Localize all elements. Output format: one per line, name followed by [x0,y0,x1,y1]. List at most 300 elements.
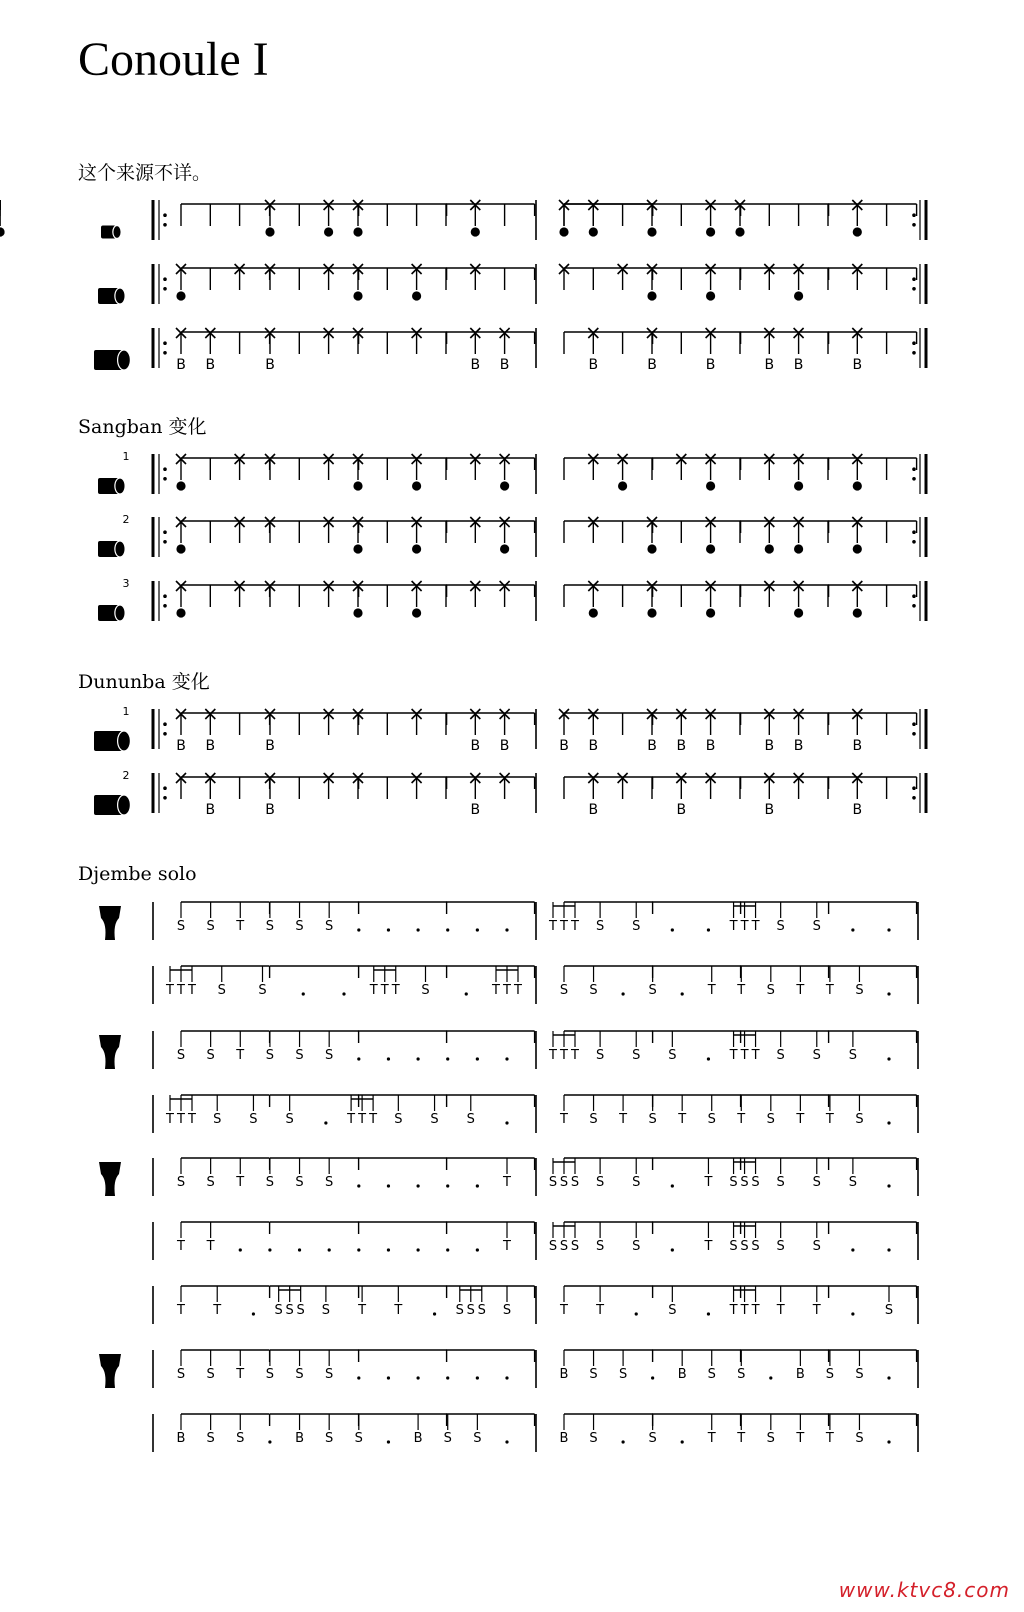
djembe-stroke-label: S [206,919,215,934]
section-label-sangban: Sangban 变化 [78,416,207,438]
djembe-stroke-label: S [632,1175,641,1190]
rest-dot [446,1057,449,1060]
rest-dot [342,992,345,995]
open-drum-note [471,227,480,236]
bass-note-label: B [470,357,481,373]
repeat-dot [912,540,916,544]
djembe-stroke-label: T [737,983,746,998]
repeat-dot [912,594,916,598]
rest-dot [387,1440,390,1443]
rest-dot [387,1376,390,1379]
repeat-dot [163,786,167,790]
djembe-stroke-label: T [369,1112,378,1127]
dununba-icon-head [118,731,131,751]
djembe-stroke-label: T [514,983,522,998]
kenkeni-icon-head [113,226,121,239]
djembe-stroke-label: S [354,1431,363,1446]
rest-dot [252,1312,255,1315]
djembe-stroke-label: S [729,1239,738,1254]
repeat-dot [163,540,167,544]
bass-note-label: B [764,357,775,373]
djembe-stroke-label: T [678,1112,687,1127]
djembe-stroke-label: S [884,1303,894,1318]
djembe-stroke-label: S [258,983,267,998]
djembe-stroke-label: S [740,1175,749,1190]
djembe-stroke-label: S [217,983,226,998]
variation-number: 1 [122,450,130,463]
rest-dot [887,1248,890,1251]
djembe-stroke-label: T [347,1112,356,1127]
open-drum-note [706,608,715,617]
djembe-stroke-label: S [855,1431,864,1446]
bass-note-label: B [559,738,569,754]
bass-note-label: B [647,357,657,373]
drum-row [94,328,926,373]
section-label-source: 这个来源不详。 [78,162,212,184]
djembe-stroke-label: T [549,1048,557,1063]
djembe-stroke-label: T [213,1303,222,1318]
rest-dot [887,928,890,931]
djembe-stroke-label: S [265,1048,275,1063]
djembe-row [99,902,918,940]
open-drum-note [647,544,656,553]
repeat-dot [912,530,916,534]
variation-number: 1 [122,705,130,718]
open-drum-note [412,544,421,553]
rest-dot [387,928,390,931]
djembe-stroke-label: S [265,919,275,934]
djembe-stroke-label: S [430,1112,439,1127]
open-drum-note [706,544,715,553]
djembe-stroke-label: S [776,1239,785,1254]
open-drum-note [794,481,803,490]
djembe-row [153,1414,918,1452]
djembe-stroke-label: S [274,1303,283,1318]
djembe-stroke-label: T [751,919,760,934]
djembe-stroke-label: T [796,983,805,998]
rest-dot [302,992,305,995]
djembe-stroke-label: T [619,1112,628,1127]
djembe-stroke-label: S [249,1112,258,1127]
rest-dot [268,1440,271,1443]
bass-note-label: B [793,357,804,373]
djembe-stroke-label: T [704,1175,713,1190]
bass-note-label: B [499,357,510,373]
bass-note-label: B [676,802,687,818]
open-drum-note [647,291,656,300]
bass-note-label: B [852,357,863,373]
rest-dot [707,1312,710,1315]
drum-row [98,577,926,621]
open-drum-note [589,227,598,236]
repeat-dot [163,722,167,726]
repeat-dot [163,351,167,355]
repeat-dot [912,786,916,790]
djembe-stroke-label: S [812,1048,821,1063]
page-title: Conoule I [78,33,269,86]
rest-dot [887,992,890,995]
djembe-stroke-label: S [751,1175,760,1190]
djembe-stroke-label: S [618,1367,628,1382]
repeat-dot [912,467,916,471]
rest-dot [851,928,854,931]
open-drum-note [176,481,185,490]
open-drum-note [706,291,715,300]
repeat-dot [163,223,167,227]
djembe-stroke-label: S [325,1367,334,1382]
djembe-stroke-label: S [325,1048,334,1063]
djembe-row [99,1031,918,1069]
djembe-stroke-label: S [295,919,304,934]
djembe-stroke-label: S [213,1112,222,1127]
djembe-stroke-label: S [825,1367,835,1382]
djembe-stroke-label: S [812,1239,821,1254]
djembe-stroke-label: T [825,1112,834,1127]
djembe-stroke-label: T [560,1112,568,1127]
rest-dot [416,1376,419,1379]
djembe-stroke-label: T [177,1112,185,1127]
djembe-stroke-label: S [477,1303,486,1318]
drum-row [98,264,926,304]
djembe-stroke-label: T [707,1431,716,1446]
djembe-stroke-label: B [559,1431,569,1446]
open-drum-note [794,608,803,617]
djembe-stroke-label: B [176,1431,186,1446]
drum-row [98,513,926,557]
djembe-stroke-label: T [796,1431,805,1446]
djembe-stroke-label: S [648,1112,657,1127]
djembe-stroke-label: S [206,1431,215,1446]
rest-dot [446,928,449,931]
sangban-icon-head [115,605,125,621]
rest-dot [505,1440,508,1443]
djembe-stroke-label: T [549,919,557,934]
rest-dot [681,992,684,995]
djembe-row [153,1222,918,1260]
djembe-stroke-label: T [740,919,749,934]
djembe-stroke-label: S [421,983,430,998]
open-drum-note [647,227,656,236]
djembe-stroke-label: S [648,1431,657,1446]
djembe-stroke-label: S [589,1367,598,1382]
djembe-stroke-label: S [766,983,775,998]
bass-note-label: B [852,802,863,818]
sangban-icon-head [115,478,125,494]
djembe-stroke-label: S [295,1175,304,1190]
open-drum-note [618,481,627,490]
djembe-stroke-label: S [466,1112,475,1127]
rest-dot [671,1184,674,1187]
repeat-dot [912,351,916,355]
djembe-stroke-label: S [848,1175,858,1190]
djembe-stroke-label: S [206,1175,215,1190]
bass-note-label: B [705,357,716,373]
repeat-dot [912,477,916,481]
djembe-stroke-label: S [296,1303,305,1318]
djembe-stroke-label: T [391,983,400,998]
djembe-stroke-label: S [589,1112,598,1127]
rest-dot [769,1376,772,1379]
djembe-stroke-label: S [295,1048,304,1063]
djembe-stroke-label: S [502,1303,512,1318]
djembe-stroke-label: S [570,1175,580,1190]
bass-note-label: B [588,357,599,373]
bass-note-label: B [676,738,687,754]
djembe-stroke-label: S [285,1112,294,1127]
djembe-stroke-label: T [740,1048,749,1063]
djembe-stroke-label: B [413,1431,423,1446]
djembe-stroke-label: S [855,983,864,998]
repeat-dot [163,477,167,481]
djembe-stroke-label: T [751,1048,760,1063]
djembe-stroke-label: T [737,1431,746,1446]
rest-dot [416,1184,419,1187]
djembe-stroke-label: S [776,1048,785,1063]
djembe-stroke-label: S [265,1367,275,1382]
djembe-stroke-label: S [776,919,785,934]
djembe-stroke-label: S [559,1175,569,1190]
open-drum-note [500,481,509,490]
djembe-stroke-label: S [236,1431,245,1446]
repeat-dot [912,796,916,800]
open-drum-note [176,608,185,617]
open-drum-note [559,227,568,236]
rest-dot [635,1312,638,1315]
bass-note-label: B [205,357,216,373]
djembe-stroke-label: S [285,1303,294,1318]
bass-note-label: B [265,802,275,818]
rest-dot [476,1376,479,1379]
djembe-stroke-label: T [560,919,568,934]
variation-number: 2 [122,769,130,782]
rest-dot [416,928,419,931]
djembe-row [153,1286,918,1324]
djembe-row [153,966,918,1004]
djembe-stroke-label: S [751,1239,760,1254]
rest-dot [505,1121,508,1124]
repeat-dot [912,341,916,345]
rest-dot [446,1184,449,1187]
djembe-stroke-label: S [559,983,569,998]
open-drum-note [265,227,274,236]
rest-dot [707,928,710,931]
djembe-stroke-label: T [236,919,245,934]
djembe-stroke-label: S [321,1303,331,1318]
djembe-stroke-label: S [206,1367,215,1382]
repeat-dot [912,722,916,726]
open-drum-note [353,544,362,553]
rest-dot [387,1248,390,1251]
open-drum-note [647,608,656,617]
djembe-stroke-label: T [166,1112,174,1127]
rest-dot [671,928,674,931]
djembe-stroke-label: S [595,1239,605,1254]
djembe-stroke-label: T [236,1175,245,1190]
djembe-icon [99,1354,121,1388]
djembe-stroke-label: S [776,1175,785,1190]
bass-note-label: B [265,738,275,754]
djembe-stroke-label: T [358,1303,367,1318]
djembe-stroke-label: T [236,1367,245,1382]
repeat-dot [163,594,167,598]
repeat-dot [163,796,167,800]
bass-note-label: B [588,802,599,818]
djembe-stroke-label: B [677,1367,687,1382]
bass-note-label: B [647,738,657,754]
djembe-stroke-label: S [394,1112,403,1127]
repeat-dot [912,604,916,608]
djembe-stroke-label: T [380,983,389,998]
rest-dot [328,1248,331,1251]
djembe-stroke-label: T [571,1048,579,1063]
bass-note-label: B [852,738,863,754]
bass-note-label: B [588,738,599,754]
djembe-stroke-label: T [571,919,579,934]
djembe-stroke-label: S [737,1367,746,1382]
rest-dot [476,1248,479,1251]
rest-dot [851,1312,854,1315]
rest-dot [887,1057,890,1060]
repeat-dot [912,213,916,217]
djembe-stroke-label: S [595,919,605,934]
djembe-stroke-label: S [559,1239,569,1254]
rest-dot [387,1057,390,1060]
bass-note-label: B [470,802,481,818]
open-drum-note [706,227,715,236]
open-drum-note [794,291,803,300]
drum-row [94,705,926,754]
drum-row [0,200,926,240]
djembe-stroke-label: T [740,1303,749,1318]
rest-dot [387,1184,390,1187]
open-drum-note [765,544,774,553]
rest-dot [707,1057,710,1060]
djembe-stroke-label: T [206,1239,215,1254]
djembe-stroke-label: T [358,1112,367,1127]
djembe-stroke-label: S [632,1239,641,1254]
repeat-dot [163,277,167,281]
bass-note-label: B [764,738,775,754]
djembe-stroke-label: B [295,1431,305,1446]
djembe-stroke-label: T [503,1175,511,1190]
repeat-dot [912,223,916,227]
rest-dot [239,1248,242,1251]
djembe-stroke-label: S [632,919,641,934]
djembe-stroke-label: S [848,1048,858,1063]
djembe-stroke-label: T [596,1303,605,1318]
djembe-stroke-label: S [668,1303,677,1318]
rest-dot [505,928,508,931]
djembe-stroke-label: S [589,1431,598,1446]
repeat-dot [912,277,916,281]
open-drum-note [794,544,803,553]
bass-note-label: B [470,738,481,754]
djembe-stroke-label: S [466,1303,475,1318]
djembe-stroke-label: T [503,1239,511,1254]
dununba-icon-head [118,795,131,815]
rest-dot [446,1248,449,1251]
rest-dot [476,1184,479,1187]
djembe-stroke-label: T [729,1048,738,1063]
rest-dot [887,1121,890,1124]
repeat-dot [163,604,167,608]
open-drum-note [853,481,862,490]
bass-note-label: B [205,802,216,818]
open-drum-note [412,608,421,617]
djembe-stroke-label: T [394,1303,403,1318]
rest-dot [851,1248,854,1251]
rest-dot [621,1440,624,1443]
djembe-stroke-label: S [265,1175,275,1190]
djembe-stroke-label: T [729,1303,738,1318]
rest-dot [446,1376,449,1379]
rest-dot [476,928,479,931]
djembe-stroke-label: T [492,983,500,998]
bass-note-label: B [176,357,186,373]
watermark: www.ktvc8.com [838,1578,1010,1602]
rest-dot [887,1184,890,1187]
djembe-stroke-label: T [707,983,716,998]
djembe-stroke-label: T [188,983,196,998]
djembe-stroke-label: S [766,1431,775,1446]
bass-note-label: B [176,738,186,754]
rest-dot [651,1376,654,1379]
open-drum-note [706,481,715,490]
repeat-dot [912,287,916,291]
open-drum-note [324,227,333,236]
djembe-stroke-label: S [176,1175,186,1190]
sangban-icon-head [115,288,125,304]
variation-number: 2 [122,513,130,526]
djembe-stroke-label: T [166,983,174,998]
variation-number: 3 [122,577,130,590]
bass-note-label: B [265,357,275,373]
djembe-stroke-label: S [548,1175,558,1190]
rest-dot [357,1376,360,1379]
djembe-stroke-label: S [707,1367,716,1382]
rest-dot [416,1057,419,1060]
open-drum-note [353,291,362,300]
djembe-stroke-label: B [559,1367,569,1382]
open-drum-note [353,608,362,617]
djembe-stroke-label: S [473,1431,482,1446]
djembe-stroke-label: S [325,1431,334,1446]
djembe-stroke-label: S [855,1112,864,1127]
djembe-stroke-label: T [177,1303,185,1318]
djembe-stroke-label: T [825,983,834,998]
section-label-djembe-solo: Djembe solo [78,863,197,885]
open-drum-note [0,227,5,236]
rest-dot [433,1312,436,1315]
djembe-stroke-label: S [325,1175,334,1190]
open-drum-note [412,481,421,490]
djembe-stroke-label: B [795,1367,805,1382]
open-drum-note [589,608,598,617]
djembe-stroke-label: S [295,1367,304,1382]
djembe-stroke-label: S [648,983,657,998]
repeat-dot [163,530,167,534]
rest-dot [357,1248,360,1251]
djembe-stroke-label: S [570,1239,580,1254]
open-drum-note [176,544,185,553]
rest-dot [505,1057,508,1060]
djembe-stroke-label: T [236,1048,245,1063]
djembe-stroke-label: T [503,983,511,998]
repeat-dot [912,732,916,736]
djembe-stroke-label: T [825,1431,834,1446]
bass-note-label: B [499,738,510,754]
djembe-stroke-label: T [177,983,185,998]
